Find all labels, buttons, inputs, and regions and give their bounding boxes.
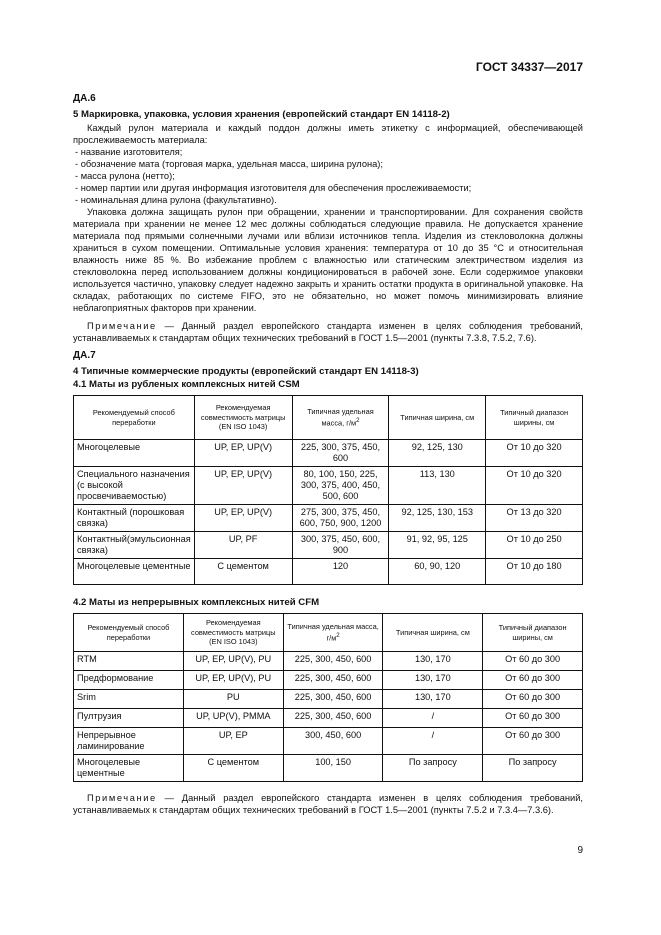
column-header-method: Рекомендуемый способ переработки [74, 396, 195, 440]
table-cell-range: От 10 до 320 [486, 440, 583, 467]
table-cell-compat: UP, EP, UP(V), PU [183, 652, 283, 671]
table-cell-width: 130, 170 [383, 652, 483, 671]
table-cell-mass: 100, 150 [283, 755, 383, 782]
table-cell-range: От 10 до 320 [486, 467, 583, 505]
table-cell-method: Непрерывное ламинирование [74, 728, 184, 755]
table-cell-mass: 300, 375, 450, 600, 900 [292, 532, 389, 559]
mass-header-text: Типичная удельная масса, г/м [287, 621, 379, 643]
table-cell-width: 113, 130 [389, 467, 486, 505]
column-header-width: Типичная ширина, см [383, 614, 483, 652]
table-cell-compat: UP, EP, UP(V), PU [183, 671, 283, 690]
table-cell-method: Многоцелевые [74, 440, 195, 467]
table-row [74, 671, 583, 690]
table-cell-width: 60, 90, 120 [389, 559, 486, 585]
table-cell-width: 92, 125, 130 [389, 440, 486, 467]
table-cell-range: От 60 до 300 [483, 728, 583, 755]
csm-table [73, 395, 583, 585]
table-cell-method: Контактный(эмульсионная связка) [74, 532, 195, 559]
table-cell-compat: UP, EP, UP(V) [194, 440, 292, 467]
section-title-da6: 5 Маркировка, упаковка, условия хранения (европейский стандарт EN 14118-2) [73, 109, 450, 120]
table-cell-method: Пултрузия [74, 709, 184, 728]
table1-title: 4.1 Маты из рубленых комплексных нитей CSM [73, 379, 300, 390]
mass-header-text: Типичная удельная масса, г/м [307, 406, 374, 428]
list-item: - номинальная длина рулона (факультативно). [75, 194, 583, 206]
mass-header-sup: 2 [336, 632, 340, 640]
document-code: ГОСТ 34337—2017 [475, 60, 583, 74]
table-cell-method: Контактный (порошковая связка) [74, 505, 195, 532]
table-cell-width: 130, 170 [383, 690, 483, 709]
table-cell-range: От 60 до 300 [483, 709, 583, 728]
table-cell-width: / [383, 709, 483, 728]
note-da6 [73, 320, 583, 344]
table-cell-compat: С цементом [194, 559, 292, 585]
list-item: - обозначение мата (торговая марка, удельная масса, ширина рулона); [75, 158, 583, 170]
cfm-table-body [74, 652, 583, 782]
table-cell-mass: 120 [292, 559, 389, 585]
table-cell-range: От 13 до 320 [486, 505, 583, 532]
page-content [73, 93, 583, 816]
column-header-range: Типичный диапазон ширины, см [486, 396, 583, 440]
table-row [74, 559, 583, 585]
page-number: 9 [577, 845, 583, 856]
table-cell-mass: 275, 300, 375, 450, 600, 750, 900, 1200 [292, 505, 389, 532]
table-cell-range: От 60 до 300 [483, 671, 583, 690]
table-cell-mass: 225, 300, 450, 600 [283, 652, 383, 671]
table-cell-compat: UP, UP(V), PMMA [183, 709, 283, 728]
table-cell-compat: С цементом [183, 755, 283, 782]
column-header-mass [292, 396, 389, 440]
table-row [74, 440, 583, 467]
table-row [74, 505, 583, 532]
note-label: Примечание [87, 321, 157, 331]
table-cell-range: От 60 до 300 [483, 652, 583, 671]
labeling-list [73, 146, 583, 206]
table-cell-mass: 225, 300, 375, 450, 600 [292, 440, 389, 467]
note-text: — Данный раздел европейского стандарта изменен в целях соблюдения требований, устанавливаемых к стандартам общих технических требований в ГОСТ 1.5—2001 (пункты 7.3.8, 7.5.2, 7.6). [73, 321, 583, 343]
table-cell-width: / [383, 728, 483, 755]
note-da7 [73, 792, 583, 816]
table-cell-mass: 225, 300, 450, 600 [283, 690, 383, 709]
table-cell-mass: 300, 450, 600 [283, 728, 383, 755]
table2-title: 4.2 Маты из непрерывных комплексных нитей CFM [73, 597, 320, 608]
column-header-mass [283, 614, 383, 652]
csm-table-body [74, 440, 583, 585]
cfm-table [73, 613, 583, 782]
table-cell-mass: 80, 100, 150, 225, 300, 375, 400, 450, 500, 600 [292, 467, 389, 505]
table-cell-method: Специального назначения (с высокой просвечиваемостью) [74, 467, 195, 505]
table-cell-width: По запросу [383, 755, 483, 782]
table-cell-method: RTM [74, 652, 184, 671]
table-cell-method: Многоцелевые цементные [74, 755, 184, 782]
table-cell-method: Предформование [74, 671, 184, 690]
table-cell-compat: UP, PF [194, 532, 292, 559]
storage-paragraph: Упаковка должна защищать рулон при обращении, хранении и транспортировании. Для сохранения свойств материала при хранении не менее 12 мес должны соблюдаться следующие правила. Не допускается хранение материала под прямыми солнечными лучами или вблизи источников тепла. Изделия из стекловолокна должны храниться в сухом помещении. Оптимальные условия хранения: температура от 10 до 35 °С и относительная влажность ниже 85 %. Во избежание проблем с влажностью или статическим электричеством изделия из стекловолокна перед использованием должны кондиционироваться в рабочей зоне. Если содержимое упаковки используется частично, упаковку следует надежно закрыть и хранить остатки продукта в оригинальной упаковке. На складах, работающих по системе FIFO, это не обязательно, но может помочь минимизировать влияние неблагоприятных факторов при хранении. [73, 207, 583, 313]
table-row [74, 728, 583, 755]
table-cell-mass: 225, 300, 450, 600 [283, 709, 383, 728]
table-cell-compat: UP, EP [183, 728, 283, 755]
labeling-intro: Каждый рулон материала и каждый поддон должны иметь этикетку с информацией, обеспечивающей прослеживаемость материала: [73, 123, 583, 145]
section-title-da7: 4 Типичные коммерческие продукты (европейский стандарт EN 14118-3) [73, 366, 419, 377]
table-cell-range: От 60 до 300 [483, 690, 583, 709]
table-cell-width: 92, 125, 130, 153 [389, 505, 486, 532]
section-code-da6: ДА.6 [73, 93, 96, 104]
table-row [74, 755, 583, 782]
column-header-width: Типичная ширина, см [389, 396, 486, 440]
note-text: — Данный раздел европейского стандарта изменен в целях соблюдения требований, устанавливаемых к стандартам общих технических требований в ГОСТ 1.5—2001 (пункты 7.5.2 и 7.3.4—7.3.6). [73, 793, 583, 815]
column-header-method: Рекомендуемый способ переработки [74, 614, 184, 652]
table-cell-range: По запросу [483, 755, 583, 782]
table-row [74, 690, 583, 709]
table-cell-compat: UP, EP, UP(V) [194, 467, 292, 505]
table-cell-method: Многоцелевые цементные [74, 559, 195, 585]
table-cell-width: 130, 170 [383, 671, 483, 690]
table-row [74, 709, 583, 728]
table-row [74, 532, 583, 559]
table-cell-mass: 225, 300, 450, 600 [283, 671, 383, 690]
table-cell-range: От 10 до 180 [486, 559, 583, 585]
table-cell-compat: PU [183, 690, 283, 709]
table-cell-method: Srim [74, 690, 184, 709]
section-code-da7: ДА.7 [73, 350, 96, 361]
note-label: Примечание [87, 793, 157, 803]
column-header-range: Типичный диапазон ширины, см [483, 614, 583, 652]
table-row [74, 652, 583, 671]
list-item: - масса рулона (нетто); [75, 170, 583, 182]
table-row [74, 467, 583, 505]
mass-header-sup: 2 [356, 417, 360, 425]
list-item: - название изготовителя; [75, 146, 583, 158]
column-header-compat: Рекомендуемая совместимость матрицы (EN ISO 1043) [183, 614, 283, 652]
list-item: - номер партии или другая информация изготовителя для обеспечения прослеживаемости; [75, 182, 583, 194]
table-cell-width: 91, 92, 95, 125 [389, 532, 486, 559]
column-header-compat: Рекомендуемая совместимость матрицы (EN ISO 1043) [194, 396, 292, 440]
table-cell-range: От 10 до 250 [486, 532, 583, 559]
table-cell-compat: UP, EP, UP(V) [194, 505, 292, 532]
